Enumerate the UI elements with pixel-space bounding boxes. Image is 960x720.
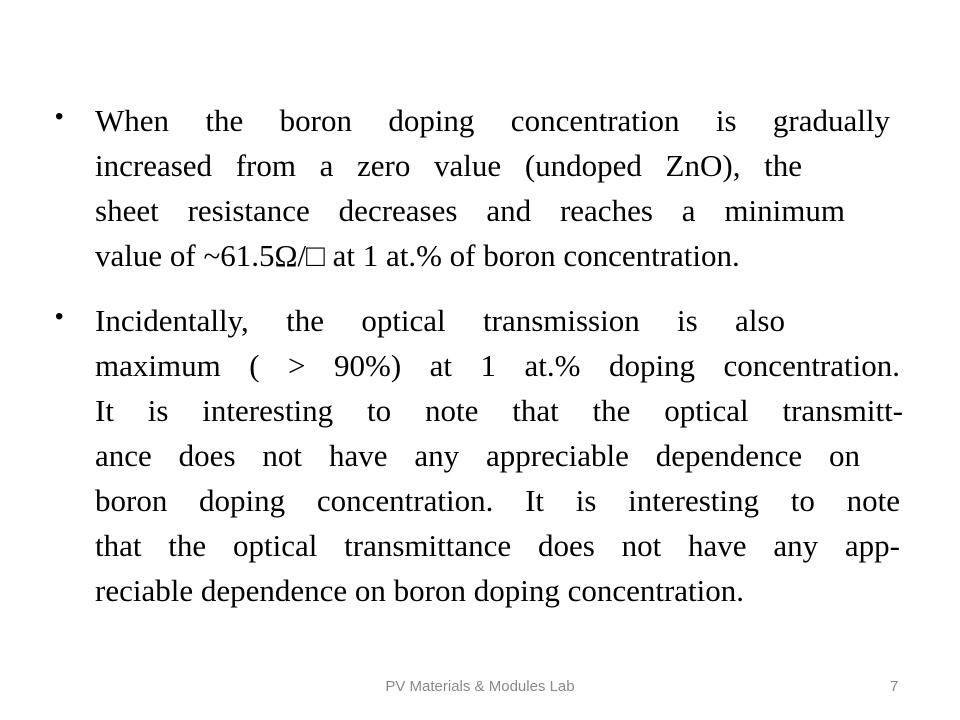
bullet-text-line: maximum ( > 90%) at 1 at.% doping concentration. xyxy=(95,348,900,383)
bullet-text-line: that the optical transmittance does not have any app- xyxy=(95,528,900,563)
bullet-text-line: increased from a zero value (undoped ZnO), the xyxy=(95,148,802,183)
bullet-text-line: ance does not have any appreciable dependence on xyxy=(95,438,860,473)
bullet-item xyxy=(55,298,905,613)
bullet-text-line: sheet resistance decreases and reaches a minimum xyxy=(95,193,845,228)
bullet-marker: • xyxy=(55,303,64,330)
bullet-item xyxy=(55,98,905,278)
bullet-text-line: boron doping concentration. It is interesting to note xyxy=(95,483,900,518)
page-number: 7 xyxy=(890,678,899,695)
footer-text: PV Materials & Modules Lab xyxy=(385,678,575,695)
bullet-text-line: value of ~61.5Ω/□ at 1 at.% of boron concentration. xyxy=(95,238,740,273)
bullet-text-line: When the boron doping concentration is gradually xyxy=(95,103,890,138)
bullet-text-line: It is interesting to note that the optical transmitt- xyxy=(95,393,903,428)
bullet-text-line: Incidentally, the optical transmission is also xyxy=(95,303,785,338)
bullet-text-line: reciable dependence on boron doping concentration. xyxy=(95,573,745,608)
bullet-marker: • xyxy=(55,103,64,130)
bullet-list xyxy=(55,98,905,633)
